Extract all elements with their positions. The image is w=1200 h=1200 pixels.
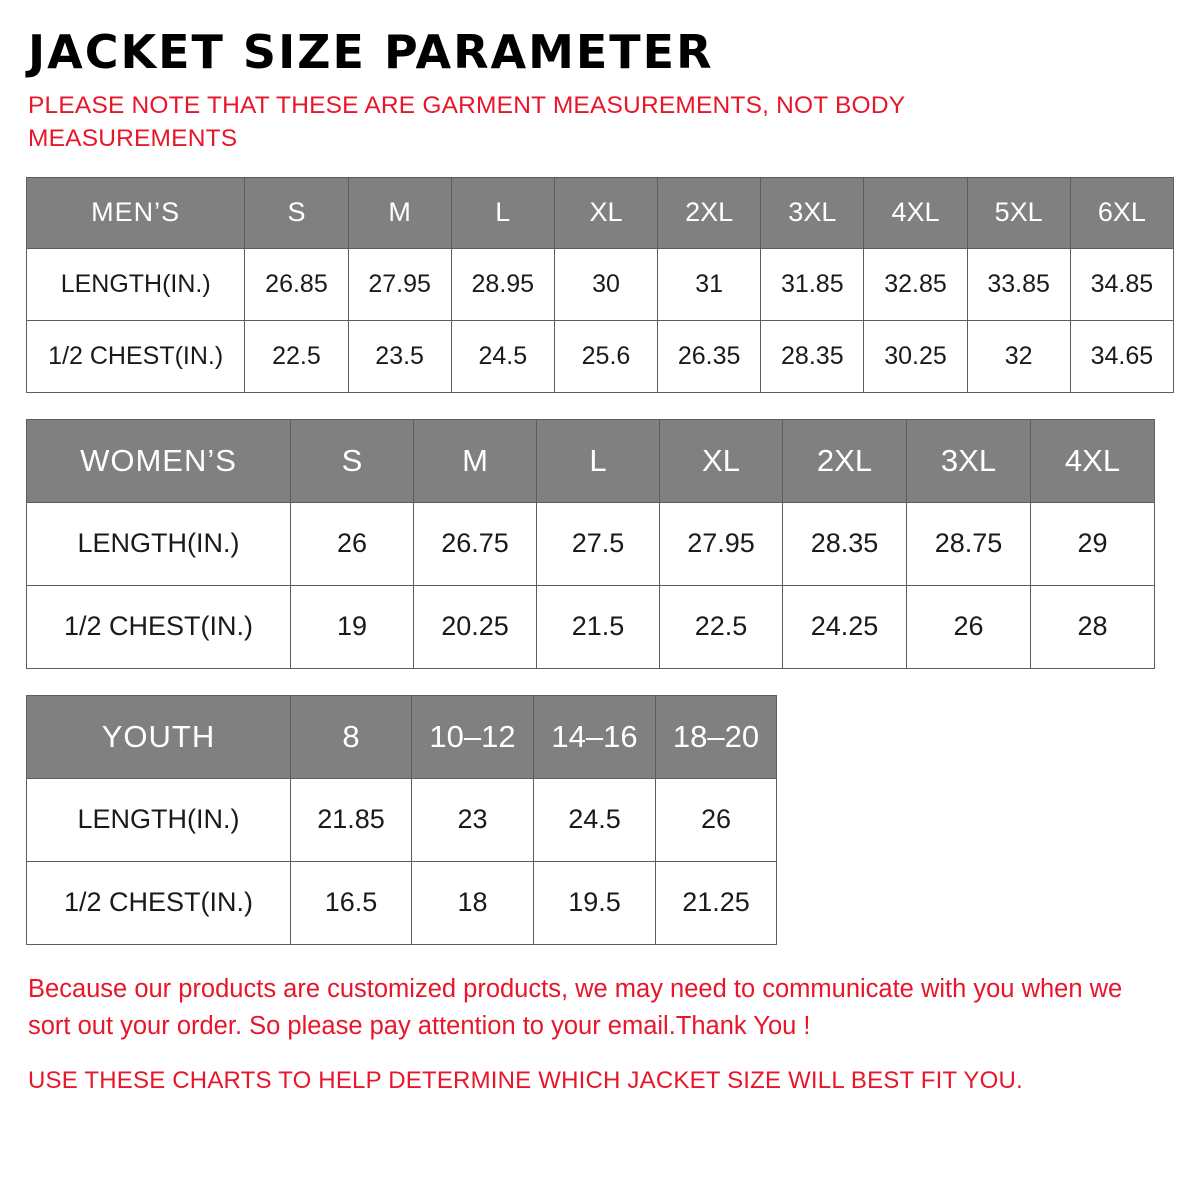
youth-header-label: YOUTH [27, 695, 291, 778]
cell-value: 31 [658, 248, 761, 320]
cell-value: 28.95 [451, 248, 554, 320]
cell-value: 16.5 [291, 861, 412, 944]
cell-value: 26 [291, 502, 414, 585]
cell-value: 24.5 [451, 320, 554, 392]
womens-header-label: WOMEN’S [27, 419, 291, 502]
womens-header-size: L [537, 419, 660, 502]
youth-header-size: 8 [291, 695, 412, 778]
measurement-note: PLEASE NOTE THAT THESE ARE GARMENT MEASUREMENTS, NOT BODY MEASUREMENTS [28, 92, 905, 152]
table-row [27, 502, 1155, 585]
womens-header-size: XL [660, 419, 783, 502]
mens-header-size: 4XL [864, 177, 967, 248]
cell-value: 22.5 [245, 320, 348, 392]
cell-value: 26.85 [245, 248, 348, 320]
mens-header-size: L [451, 177, 554, 248]
cell-value: 18 [412, 861, 534, 944]
cell-value: 34.85 [1070, 248, 1173, 320]
youth-header-size: 10–12 [412, 695, 534, 778]
row-label: 1/2 CHEST(IN.) [27, 585, 291, 668]
cell-value: 23.5 [348, 320, 451, 392]
cell-value: 23 [412, 778, 534, 861]
mens-header-size: 3XL [761, 177, 864, 248]
cell-value: 19 [291, 585, 414, 668]
footer-notes [26, 971, 1174, 1097]
row-label: LENGTH(IN.) [27, 502, 291, 585]
cell-value: 29 [1031, 502, 1155, 585]
mens-size-table [26, 177, 1174, 393]
womens-header-size: 2XL [783, 419, 907, 502]
cell-value: 27.5 [537, 502, 660, 585]
cell-value: 28.35 [783, 502, 907, 585]
cell-value: 30 [554, 248, 657, 320]
womens-header-size: 4XL [1031, 419, 1155, 502]
table-header-row [27, 695, 777, 778]
youth-size-table [26, 695, 777, 945]
cell-value: 26.35 [658, 320, 761, 392]
row-label: LENGTH(IN.) [27, 248, 245, 320]
mens-header-size: 6XL [1070, 177, 1173, 248]
cell-value: 20.25 [414, 585, 537, 668]
youth-header-size: 18–20 [656, 695, 777, 778]
cell-value: 32.85 [864, 248, 967, 320]
cell-value: 33.85 [967, 248, 1070, 320]
womens-header-size: 3XL [907, 419, 1031, 502]
cell-value: 34.65 [1070, 320, 1173, 392]
cell-value: 27.95 [660, 502, 783, 585]
cell-value: 28 [1031, 585, 1155, 668]
table-row [27, 248, 1174, 320]
mens-header-size: 2XL [658, 177, 761, 248]
chart-usage-note: USE THESE CHARTS TO HELP DETERMINE WHICH JACKET SIZE WILL BEST FIT YOU. [28, 1066, 1023, 1094]
cell-value: 32 [967, 320, 1070, 392]
mens-header-size: 5XL [967, 177, 1070, 248]
table-header-row [27, 177, 1174, 248]
row-label: LENGTH(IN.) [27, 778, 291, 861]
table-header-row [27, 419, 1155, 502]
cell-value: 22.5 [660, 585, 783, 668]
mens-header-size: S [245, 177, 348, 248]
youth-header-size: 14–16 [534, 695, 656, 778]
cell-value: 28.35 [761, 320, 864, 392]
row-label: 1/2 CHEST(IN.) [27, 861, 291, 944]
page-title: JACKET SIZE PARAMETER [28, 25, 714, 79]
cell-value: 21.5 [537, 585, 660, 668]
cell-value: 28.75 [907, 502, 1031, 585]
cell-value: 31.85 [761, 248, 864, 320]
mens-header-size: XL [554, 177, 657, 248]
cell-value: 24.25 [783, 585, 907, 668]
womens-header-size: S [291, 419, 414, 502]
row-label: 1/2 CHEST(IN.) [27, 320, 245, 392]
mens-header-size: M [348, 177, 451, 248]
table-row [27, 778, 777, 861]
cell-value: 26 [656, 778, 777, 861]
cell-value: 30.25 [864, 320, 967, 392]
cell-value: 26 [907, 585, 1031, 668]
mens-header-label: MEN’S [27, 177, 245, 248]
cell-value: 21.25 [656, 861, 777, 944]
table-row [27, 861, 777, 944]
cell-value: 21.85 [291, 778, 412, 861]
cell-value: 25.6 [554, 320, 657, 392]
customization-note: Because our products are customized products, we may need to communicate with you when we sort out your order. So please pay attention to your email.Thank You ! [28, 974, 1123, 1040]
cell-value: 27.95 [348, 248, 451, 320]
cell-value: 19.5 [534, 861, 656, 944]
cell-value: 26.75 [414, 502, 537, 585]
table-row [27, 320, 1174, 392]
table-row [27, 585, 1155, 668]
womens-size-table [26, 419, 1155, 669]
cell-value: 24.5 [534, 778, 656, 861]
womens-header-size: M [414, 419, 537, 502]
